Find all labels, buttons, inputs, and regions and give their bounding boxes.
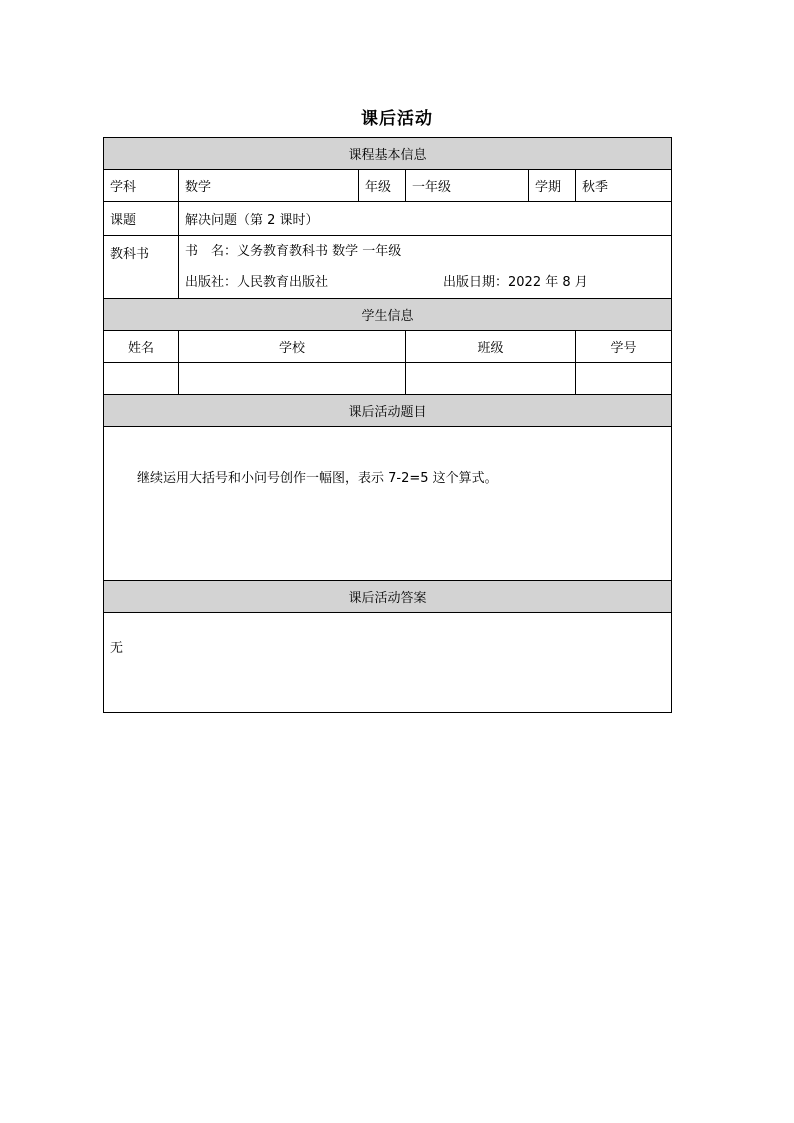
publisher-value: 人民教育出版社 <box>237 275 329 290</box>
grade-label: 年级 <box>359 170 406 202</box>
textbook-label: 教科书 <box>104 236 179 299</box>
publisher-line <box>185 267 665 298</box>
school-label: 学校 <box>179 331 406 363</box>
activity-content-cell <box>104 427 672 581</box>
student-name-field[interactable] <box>104 363 179 395</box>
activity-header: 课后活动题目 <box>104 395 672 427</box>
student-name-label: 姓名 <box>104 331 179 363</box>
publish-date-value: 2022 年 8 月 <box>508 275 588 290</box>
answer-content-cell <box>104 613 672 713</box>
answer-header: 课后活动答案 <box>104 581 672 613</box>
document-title: 课后活动 <box>361 109 433 129</box>
activity-sheet-table <box>103 137 672 713</box>
publisher-label: 出版社： <box>185 275 238 290</box>
grade-value: 一年级 <box>406 170 529 202</box>
term-value: 秋季 <box>576 170 672 202</box>
answer-text: 无 <box>110 641 124 656</box>
student-id-field[interactable] <box>576 363 672 395</box>
school-field[interactable] <box>179 363 406 395</box>
subject-value: 数学 <box>179 170 359 202</box>
topic-label: 课题 <box>104 202 179 236</box>
student-id-label: 学号 <box>576 331 672 363</box>
publish-date-label: 出版日期： <box>443 275 509 290</box>
publish-date <box>443 267 588 298</box>
class-field[interactable] <box>406 363 576 395</box>
student-info-header: 学生信息 <box>104 299 672 331</box>
term-label: 学期 <box>529 170 576 202</box>
class-label: 班级 <box>406 331 576 363</box>
topic-value: 解决问题（第 2 课时） <box>179 202 672 236</box>
activity-question-text: 继续运用大括号和小问号创作一幅图，表示 7-2=5 这个算式。 <box>137 471 498 486</box>
book-name-value: 义务教育教科书 数学 一年级 <box>237 244 402 259</box>
book-name-label: 书 名： <box>185 244 238 259</box>
course-info-header: 课程基本信息 <box>104 138 672 170</box>
book-name-line <box>185 236 665 267</box>
textbook-details <box>179 236 672 299</box>
subject-label: 学科 <box>104 170 179 202</box>
